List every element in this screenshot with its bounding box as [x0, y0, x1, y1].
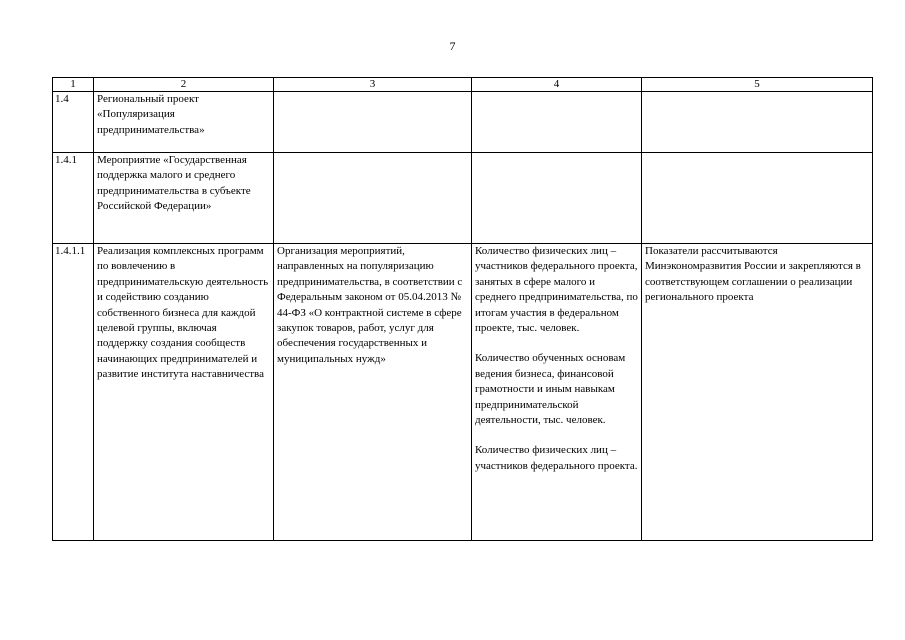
table-header-row	[53, 78, 873, 92]
document-table	[52, 77, 873, 541]
page-number: 7	[449, 39, 456, 53]
row-name: Региональный проект «Популяризация предпринимательства»	[94, 92, 274, 153]
header-col-5: 5	[642, 78, 873, 92]
table-row	[53, 244, 873, 541]
row-number: 1.4.1.1	[53, 244, 94, 541]
header-col-4: 4	[472, 78, 642, 92]
indicator-text: Количество обученных основам ведения бизнеса, финансовой грамотности и иным навыкам предпринимательской деятельности, тыс. человек.	[475, 352, 626, 427]
table-row	[53, 92, 873, 153]
row-name: Мероприятие «Государственная поддержка малого и среднего предпринимательства в субъекте Российской Федерации»	[94, 153, 274, 244]
row-number: 1.4.1	[53, 153, 94, 244]
row-col-5	[642, 153, 873, 244]
indicator-text: Количество физических лиц – участников федерального проекта.	[475, 444, 638, 472]
row-col-3	[274, 92, 472, 153]
indicator-text: Количество физических лиц – участников федерального проекта, занятых в сфере малого и среднего предпринимательства, по итогам участия в федеральном проекте, тыс. человек.	[475, 245, 638, 335]
row-col-3: Организация мероприятий, направленных на популяризацию предпринимательства, в соответствии с Федеральным законом от 05.04.2013 № 44-ФЗ «О контрактной системе в сфере закупок товаров, работ, услуг для обеспечения государственных и муниципальных нужд»	[274, 244, 472, 541]
row-col-5: Показатели рассчитываются Минэкономразвития России и закрепляются в соответствующем соглашении о реализации регионального проекта	[642, 244, 873, 541]
row-col-3	[274, 153, 472, 244]
row-col-4	[472, 153, 642, 244]
table-row	[53, 153, 873, 244]
row-col-4	[472, 244, 642, 541]
header-col-1: 1	[53, 78, 94, 92]
row-col-5	[642, 92, 873, 153]
header-col-3: 3	[274, 78, 472, 92]
row-number: 1.4	[53, 92, 94, 153]
row-col-4	[472, 92, 642, 153]
row-name: Реализация комплексных программ по вовлечению в предпринимательскую деятельность и содействию созданию собственного бизнеса для каждой целевой группы, включая поддержку создания сообществ начинающих предпринимателей и развитие института наставничества	[94, 244, 274, 541]
header-col-2: 2	[94, 78, 274, 92]
